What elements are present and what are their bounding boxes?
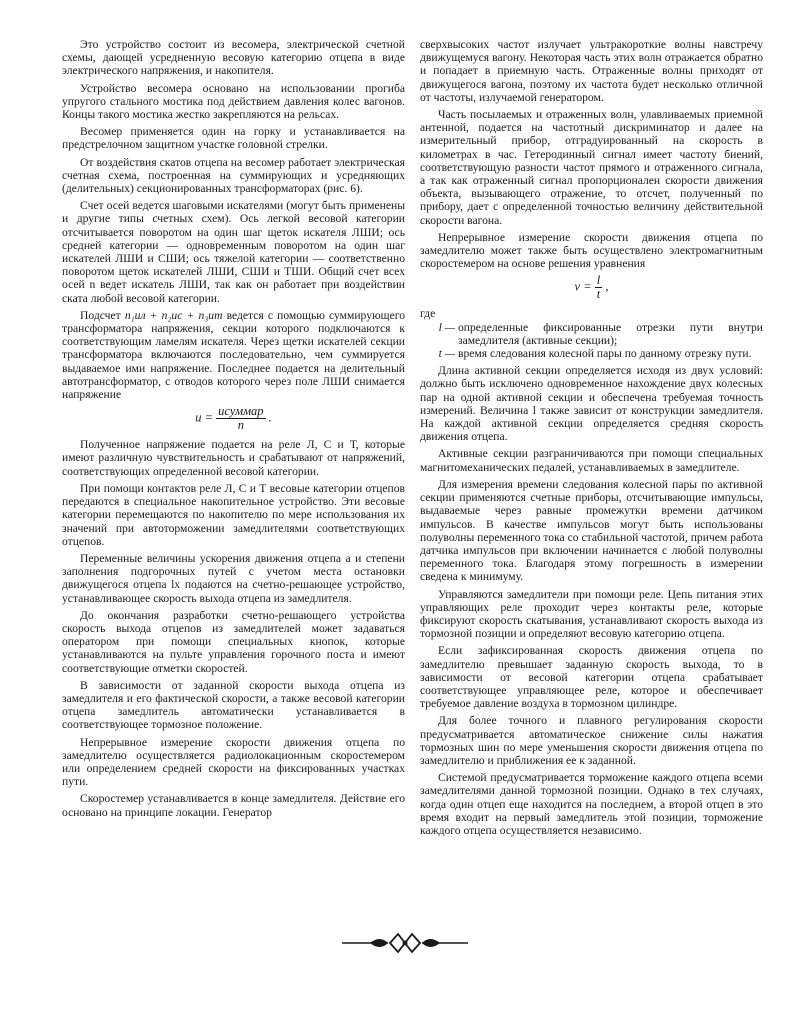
paragraph: В зависимости от заданной скорости выхода отцепа из замедлителя и его фактической скорости, а также весовой категории отцепа замедлитель автоматически устанавливается в соответствующее тормозное положение. [62,678,405,732]
variable-description: определенные фиксированные отрезки пути внутри замедлителя (активные секции); [458,320,763,347]
variable-symbol: l — [438,320,455,334]
paragraph: Часть посылаемых и отраженных волн, улавливаемых приемной антенной, подается на частотный дискриминатор и далее на измерительный прибор, отградуированный на скорость в километрах в час. Гетеродинный сигнал имеет частоту биений, соответствующую разности частот прямого и отраженного сигнала, а так как отраженный сигнал пропорционален скорости движения объекта, вызывающего отражение, то отсчет, полученный по прибору, дает с определенной точностью величину действительной скорости вагона. [420,108,763,227]
paragraph: Счет осей ведется шаговыми искателями (могут быть применены и другие типы счетных схем). Ось легкой весовой категории отсчитывается поворотом на один шаг щеток искателя ЛШИ; ось средней категории — одновременным поворотом на один шаг искателей ЛШИ и СШИ; ось тяжелой категории — соответственно поворотом щеток искателей ЛШИ, СШИ и ТШИ. Общий счет всех осей n ведет искатель ЛШИ, так как он работает при воздействии ската любой весовой категории. [62,199,405,305]
decorative-divider-ornament-icon [340,930,470,956]
paragraph: От воздействия скатов отцепа на весомер работает электрическая счетная схема, построенная на суммирующих и усредняющих (делительных) секционированных трансформаторах (рис. 6). [62,155,405,196]
variable-symbol: t — [438,347,455,361]
paragraph [62,309,405,401]
paragraph: Для измерения времени следования колесной пары по активной секции применяются счетные приборы, отсчитывающие импульсы, выдаваемые через равные промежутки времени датчиком импульсов. В качестве импульсов могут быть использованы полуволны переменного тока со стабильной частотой, причем работа датчика импульсов при включении начинается с любой полуволны переменного тока. Благодаря этому погрешность в измерении сведена к минимуму. [420,477,763,584]
formula-lhs: v = [574,279,592,294]
paragraph: Для более точного и плавного регулирования скорости предусматривается автоматическое снижение силы нажатия тормозных шин по мере уменьшения скорости движения отцепа по замедлителю и приближения ее к заданной. [420,714,763,767]
paragraph: До окончания разработки счетно-решающего устройства скорость выхода отцепов из замедлителей может задаваться оператором при помощи специальных кнопок, которые устанавливаются на пульте управления горочного поста и имеют соответствующие отметки скоростей. [62,608,405,675]
paragraph: Переменные величины ускорения движения отцепа a и степени заполнения подгорочных путей с учетом места остановки движущегося отцепа lx подаются на счетно-решающее устройство, устанавливающее скорость выхода отцепа из замедлителя. [62,551,405,605]
paragraph: Активные секции разграничиваются при помощи специальных магнитомеханических педалей, устанавливаемых в замедлителе. [420,447,763,474]
paragraph: Непрерывное измерение скорости движения отцепа по замедлителю осуществляется радиолокационным скоростемером или определением средней скорости на фиксированных участках пути. [62,735,405,789]
fraction [216,405,265,432]
formula-tail: , [605,279,609,294]
fraction [595,274,602,301]
fraction-denominator: t [596,287,601,302]
variable-definitions [420,307,763,360]
paragraph-lead: Подсчет [80,308,121,322]
paragraph: Управляются замедлители при помощи реле. Цепь питания этих управляющих реле проходит через контакты реле, которые фиксируют скорость скатывания, устанавливают скорость выхода из тормозной позиции и определяют весовую категорию отцепа. [420,587,763,641]
paragraph: Длина активной секции определяется исходя из двух условий: должно быть исключено одновременное нахождение двух колесных пар на одной активной секции и обеспечена требуемая точность измерений. Величина l также зависит от конструкции замедлителя. На каждой активной секции определяется средняя скорость движения отцепа. [420,364,763,444]
paragraph: Весомер применяется один на горку и устанавливается на предстрелочном защитном участке головной стрелки. [62,125,405,152]
inline-formula: n₁uл + n₂uс + n₃uт [124,308,223,322]
formula-u [62,405,405,432]
paragraph: Полученное напряжение подается на реле Л, С и Т, которые имеют различную чувствительность и срабатывают от напряжений, соответствующих определенной весовой категории. [62,438,405,478]
paragraph: Системой предусматривается торможение каждого отцепа всеми замедлителями данной тормозной позиции. Однако в тех случаях, когда один отцеп еще находится на последнем, а второй отцеп в это время входит на первый замедлитель этой позиции, торможение каждого отцепа осуществляется независимо. [420,771,763,837]
formula-tail: . [268,410,272,425]
formula-lhs: u = [195,410,214,425]
paragraph: Скоростемер устанавливается в конце замедлителя. Действие его основано на принципе локации. Генератор [62,792,405,819]
paragraph: При помощи контактов реле Л, С и Т весовые категории отцепов передаются в специальное накопительное устройство. Эти весовые категории перемещаются по накопителю по мере использования их значений при автоторможении замедлителями соответствующих отцепов. [62,481,405,548]
paragraph-text: ведется с помощью суммирующего трансформатора напряжения, секции которого подключаются к соответствующим ламелям искателя. Через щетки искателей секции трансформатора включаются последовательно, чем суммируется выдаваемое ими напряжение. Последнее подается на делительный автотрансформатор, с отводов которого через поле ЛШИ снимается напряжение [62,308,405,402]
fraction-denominator: n [237,418,244,433]
where-lead: где [420,307,436,321]
variable-description: время следования колесной пары по данному отрезку пути. [458,347,752,361]
paragraph: Непрерывное измерение скорости движения отцепа по замедлителю может также быть осуществлено электромагнитным скоростемером на основе решения уравнения [420,230,763,271]
right-column [420,38,763,841]
paragraph: Устройство весомера основано на использовании прогиба упругого стального мостика под действием давления колес вагонов. Концы такого мостика жестко закрепляются на рельсах. [62,81,405,122]
formula-v [420,274,763,301]
paragraph: Это устройство состоит из весомера, электрической счетной схемы, дающей усредненную весовую категорию отцепа в виде электрического напряжения, и накопителя. [62,38,405,78]
fraction-numerator: l [596,273,601,288]
paragraph: сверхвысоких частот излучает ультракороткие волны навстречу движущемуся вагону. Некоторая часть этих волн отражается обратно и попадает в приемную часть. Отраженные волны приходят от движущегося вагона, поэтому их частота будет несколько отличной от частоты, излучаемой генератором. [420,38,763,104]
paragraph: Если зафиксированная скорость движения отцепа по замедлителю превышает заданную скорость выхода, то в зависимости от весовой категории отцепа срабатывает соответствующее управляющее реле, которое и обеспечивает требуемое давление воздуха в тормозном цилиндре. [420,644,763,711]
fraction-numerator: uсуммар [218,404,264,419]
left-column [62,38,405,823]
